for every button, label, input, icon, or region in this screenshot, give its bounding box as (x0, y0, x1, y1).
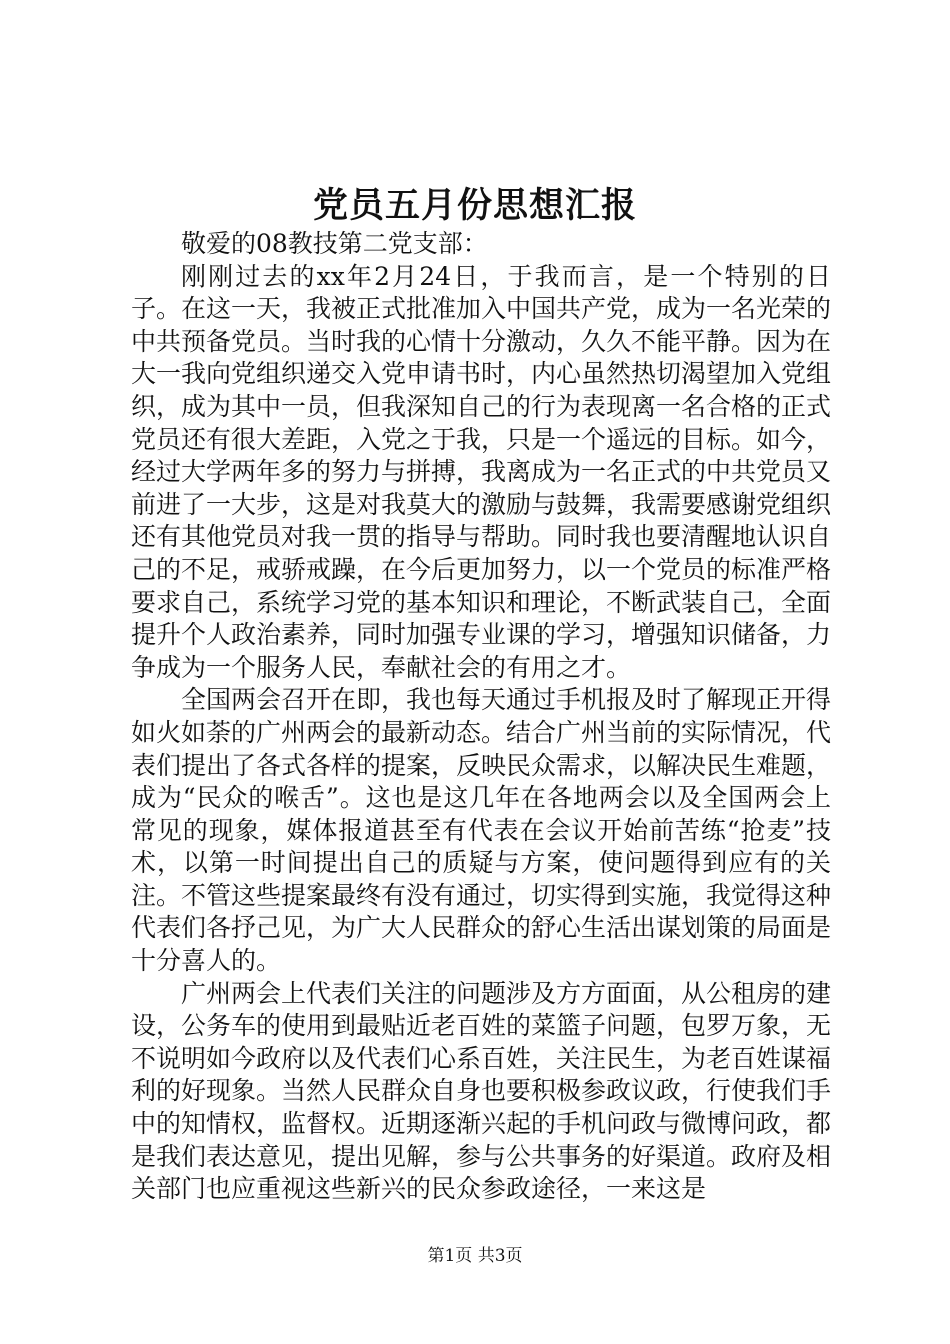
paragraph-2: 全国两会召开在即，我也每天通过手机报及时了解现正开得如火如荼的广州两会的最新动态。结合广州当前的实际情况，代表们提出了各式各样的提案，反映民众需求，以解决民生难题，成为“民众的喉舌”。这也是这几年在各地两会以及全国两会上常见的现象，媒体报道甚至有代表在会议开始前苦练“抢麦”技术，以第一时间提出自己的质疑与方案，使问题得到应有的关注。不管这些提案最终有没有通过，切实得到实施，我觉得这种代表们各抒己见，为广大人民群众的舒心生活出谋划策的局面是十分喜人的。 (131, 685, 832, 976)
document-title: 党员五月份思想汇报 (312, 185, 637, 226)
paragraph-1: 刚刚过去的xx年2月24日，于我而言，是一个特别的日子。在这一天，我被正式批准加入中国共产党，成为一名光荣的中共预备党员。当时我的心情十分激动，久久不能平静。因为在大一我向党组织递交入党申请书时，内心虽然热切渴望加入党组织，成为其中一员，但我深知自己的行为表现离一名合格的正式党员还有很大差距，入党之于我，只是一个遥远的目标。如今，经过大学两年多的努力与拼搏，我离成为一名正式的中共党员又前进了一大步，这是对我莫大的激励与鼓舞，我需要感谢党组织还有其他党员对我一贯的指导与帮助。同时我也要清醒地认识自己的不足，戒骄戒躁，在今后更加努力，以一个党员的标准严格要求自己，系统学习党的基本知识和理论，不断武装自己，全面提升个人政治素养，同时加强专业课的学习，增强知识储备，力争成为一个服务人民，奉献社会的有用之才。 (131, 261, 832, 682)
paragraph-3: 广州两会上代表们关注的问题涉及方方面面，从公租房的建设，公务车的使用到最贴近老百姓的菜篮子问题，包罗万象，无不说明如今政府以及代表们心系百姓，关注民生，为老百姓谋福利的好现象。当然人民群众自身也要积极参政议政，行使我们手中的知情权，监督权。近期逐渐兴起的手机问政与微博问政，都是我们表达意见，提出见解，参与公共事务的好渠道。政府及相关部门也应重视这些新兴的民众参政途径，一来这是 (131, 978, 832, 1204)
salutation: 敬爱的08教技第二党支部： (181, 229, 488, 258)
page-footer: 第1页 共3页 (427, 1246, 523, 1266)
document-body (131, 228, 831, 1206)
